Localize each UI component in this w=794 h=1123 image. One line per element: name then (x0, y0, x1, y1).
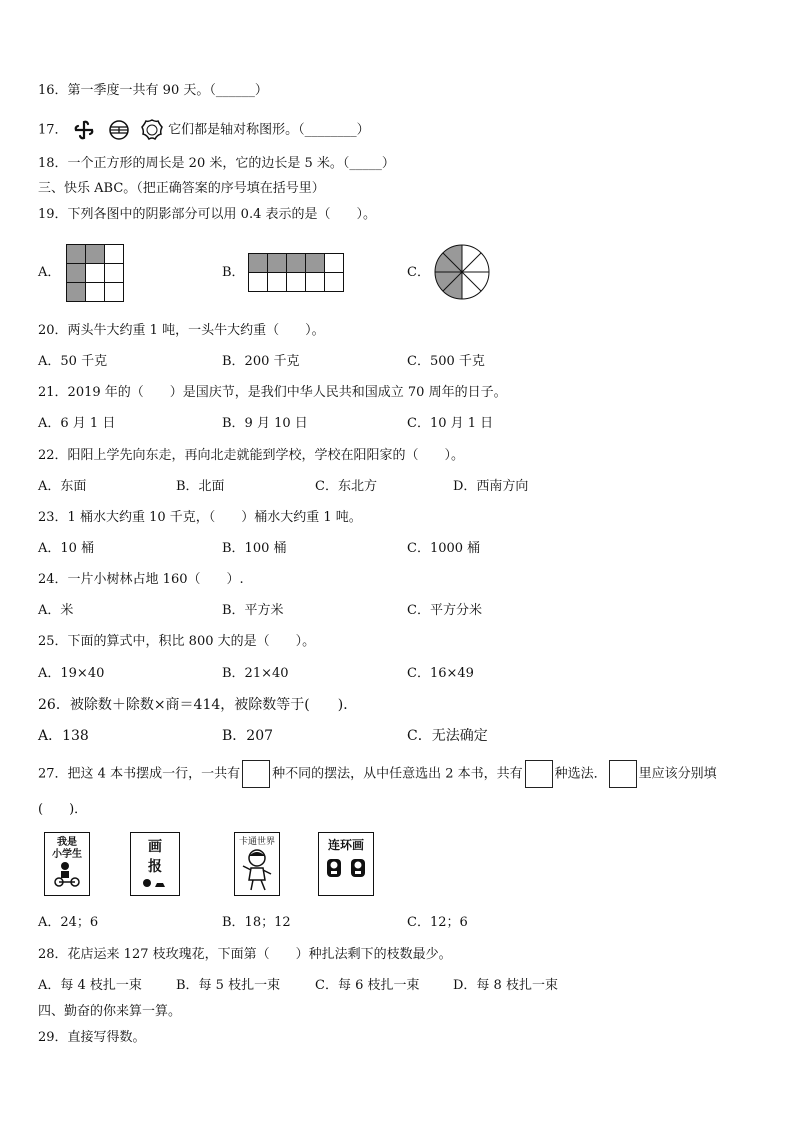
question-20-option-c: C．500 千克 (407, 354, 485, 369)
question-26-option-a: A．138 (38, 728, 89, 744)
question-22-option-d: D．西南方向 (453, 479, 529, 494)
question-27-blank: ( )． (38, 802, 88, 817)
book-title: 卡通世界 (238, 837, 275, 847)
question-25-option-a: A．19×40 (38, 666, 105, 681)
question-17 (38, 118, 370, 142)
book-title: 我是 小学生 (52, 837, 82, 860)
question-28-option-c: C．每 6 枝扎一束 (315, 978, 420, 993)
question-25-option-c: C．16×49 (407, 666, 474, 681)
question-25-option-b: B．21×40 (222, 666, 289, 681)
question-26-option-b: B．207 (222, 728, 274, 744)
child-on-bike-icon (52, 861, 82, 887)
question-21-option-b: B．9 月 10 日 (222, 416, 308, 431)
question-23-option-a: A．10 桶 (38, 541, 95, 556)
question-27-option-b: B．18；12 (222, 915, 291, 930)
question-19-option-b: B． (222, 265, 245, 280)
question-17-number: 17． (38, 122, 68, 138)
book-huabao (130, 832, 180, 896)
circle-stripes-icon (108, 119, 130, 141)
answer-box-3[interactable] (609, 760, 637, 788)
question-28-option-b: B．每 5 枝扎一束 (176, 978, 281, 993)
question-21-option-c: C．10 月 1 日 (407, 416, 494, 431)
question-27 (38, 760, 717, 788)
flower-outline-icon (140, 118, 164, 142)
grid-3x3-figure (66, 244, 124, 302)
book-title: 连环画 (327, 838, 364, 852)
question-28-option-a: A．每 4 枝扎一束 (38, 978, 142, 993)
question-20: 20．两头牛大约重 1 吨，一头牛大约重（ ）。 (38, 323, 325, 338)
question-26-option-c: C．无法确定 (407, 728, 488, 744)
question-19-option-a: A． (38, 265, 61, 280)
question-27-part-b: 种不同的摆法，从中任意选出 2 本书，共有 (272, 766, 523, 782)
question-16: 16．第一季度一共有 90 天。（______） (38, 83, 268, 98)
pinwheel-icon (72, 119, 96, 141)
question-20-option-a: A．50 千克 (38, 354, 108, 369)
question-24-option-b: B．平方米 (222, 603, 284, 618)
question-28-option-d: D．每 8 枝扎一束 (453, 978, 558, 993)
pandas-icon (322, 853, 370, 883)
book-xiaoxuesheng (44, 832, 90, 896)
circle-8-sectors-figure (434, 244, 490, 300)
section-4-heading: 四、勤奋的你来算一算。 (38, 1004, 182, 1019)
flower-icon (135, 877, 175, 891)
grid-2x5-figure (248, 253, 344, 292)
book-title: 画 报 (148, 839, 162, 875)
question-27-part-d: 里应该分别填 (638, 766, 717, 782)
answer-box-1[interactable] (242, 760, 270, 788)
question-25: 25．下面的算式中，积比 800 大的是（ ）。 (38, 634, 316, 649)
question-20-option-b: B．200 千克 (222, 354, 300, 369)
question-28: 28．花店运来 127 枝玫瑰花，下面第（ ）种扎法剩下的枝数最少。 (38, 947, 452, 962)
question-26: 26．被除数＋除数×商＝414，被除数等于( )． (38, 697, 358, 713)
question-21-option-a: A．6 月 1 日 (38, 416, 116, 431)
question-22-option-b: B．北面 (176, 479, 225, 494)
question-23: 23．1 桶水大约重 10 千克，（ ）桶水大约重 1 吨。 (38, 510, 362, 525)
question-22-option-c: C．东北方 (315, 479, 377, 494)
question-19-option-c: C． (407, 265, 430, 280)
question-18: 18．一个正方形的周长是 20 米，它的边长是 5 米。（_____） (38, 156, 395, 171)
question-19: 19．下列各图中的阴影部分可以用 0.4 表示的是（ ）。 (38, 207, 376, 222)
question-17-text: 它们都是轴对称图形。（________） (168, 122, 370, 138)
book-katongshijie (234, 832, 280, 896)
question-27-part-c: 种选法． (554, 766, 607, 782)
answer-box-2[interactable] (525, 760, 553, 788)
question-21: 21．2019 年的（ ）是国庆节，是我们中华人民共和国成立 70 周年的日子。 (38, 385, 507, 400)
question-22: 22．阳阳上学先向东走，再向北走就能到学校，学校在阳阳家的（ ）。 (38, 448, 465, 463)
question-23-option-c: C．1000 桶 (407, 541, 481, 556)
cartoon-girl-icon (239, 848, 275, 892)
question-27-option-a: A．24；6 (38, 915, 99, 930)
question-29: 29．直接写得数。 (38, 1030, 146, 1045)
question-24-option-c: C．平方分米 (407, 603, 482, 618)
question-23-option-b: B．100 桶 (222, 541, 287, 556)
question-22-option-a: A．东面 (38, 479, 87, 494)
section-3-heading: 三、快乐 ABC。（把正确答案的序号填在括号里） (38, 181, 325, 196)
question-27-part-a: 27．把这 4 本书摆成一行，一共有 (38, 766, 241, 782)
question-24: 24．一片小树林占地 160（ ）. (38, 572, 244, 587)
question-27-option-c: C．12；6 (407, 915, 468, 930)
book-lianhuanhua (318, 832, 374, 896)
question-24-option-a: A．米 (38, 603, 74, 618)
